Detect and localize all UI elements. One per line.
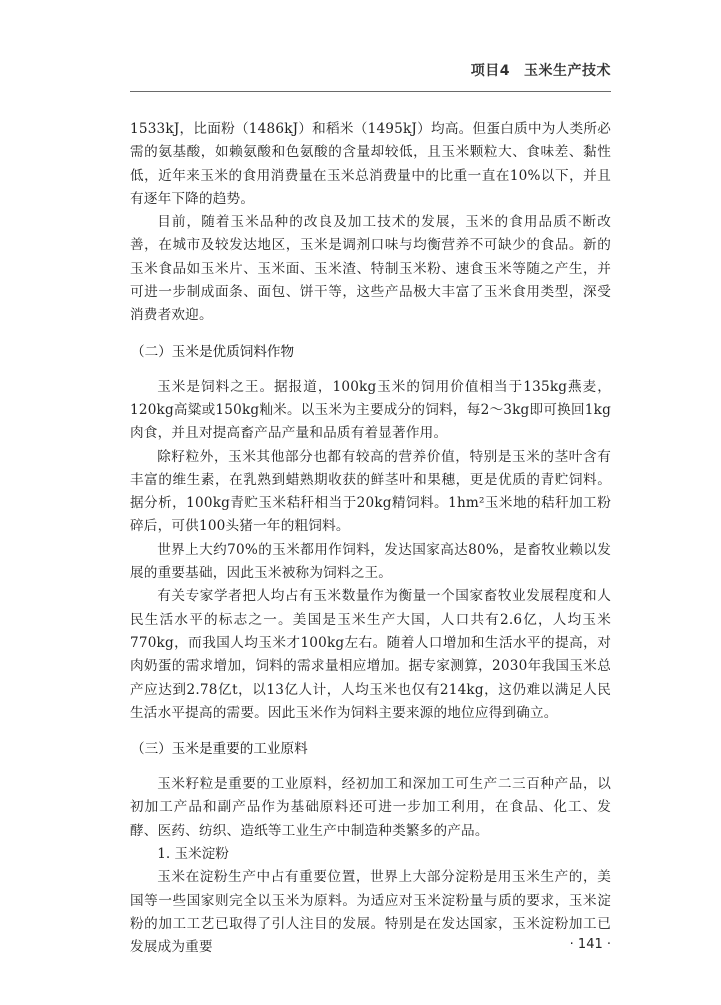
paragraph: 有关专家学者把人均占有玉米数量作为衡量一个国家畜牧业发展程度和人民生活水平的标志之一。美国是玉米生产大国，人口共有2.6亿，人均玉米770kg，而我国人均玉米才100kg左右。随着人口增加和生活水平的提高，对肉奶蛋的需求增加，饲料的需求量相应增加。据专家测算，2030年我国玉米总产应达到2.78亿t，以13亿人计，人均玉米也仅有214kg，这仍难以满足人民生活水平提高的需要。因此玉米作为饲料主要来源的地位应得到确立。 [130, 588, 611, 721]
body-text [130, 118, 611, 960]
section-heading-industry: （三）玉米是重要的工业原料 [131, 741, 308, 758]
section-heading-feed: （二）玉米是优质饲料作物 [131, 343, 295, 360]
paragraph: 玉米在淀粉生产中占有重要位置，世界上大部分淀粉是用玉米生产的，美国等一些国家则完全以玉米为原料。为适应对玉米淀粉量与质的要求，玉米淀粉的加工工艺已取得了引人注目的发展。特别是在发达国家，玉米淀粉加工已发展成为重要 [130, 869, 611, 956]
subheading-starch: 1. 玉米淀粉 [157, 846, 229, 863]
chapter-label: 项目4 [470, 63, 510, 79]
running-header [130, 60, 611, 84]
paragraph: 除籽粒外，玉米其他部分也都有较高的营养价值，特别是玉米的茎叶含有丰富的维生素，在乳熟到蜡熟期收获的鲜茎叶和果穗，更是优质的青贮饲料。据分析，100kg青贮玉米秸秆相当于20kg精饲料。1hm²玉米地的秸秆加工粉碎后，可供100头猪一年的粗饲料。 [130, 448, 611, 535]
page-number: · 141 · [569, 937, 611, 952]
header-rule [130, 91, 611, 92]
paragraph: 1533kJ，比面粉（1486kJ）和稻米（1495kJ）均高。但蛋白质中为人类所必需的氨基酸，如赖氨酸和色氨酸的含量却较低，且玉米颗粒大、食味差、黏性低，近年来玉米的食用消费量在玉米总消费量中的比重一直在10%以下，并且有逐年下降的趋势。 [130, 121, 611, 207]
paragraph: 玉米是饲料之王。据报道，100kg玉米的饲用价值相当于135kg燕麦，120kg高粱或150kg籼米。以玉米为主要成分的饲料，每2～3kg即可换回1kg肉食，并且对提高畜产品产量和品质有着显著作用。 [130, 378, 611, 442]
paragraph: 目前，随着玉米品种的改良及加工技术的发展，玉米的食用品质不断改善，在城市及较发达地区，玉米是调剂口味与均衡营养不可缺少的食品。新的玉米食品如玉米片、玉米面、玉米渣、特制玉米粉、速食玉米等随之产生，并可进一步制成面条、面包、饼干等，这些产品极大丰富了玉米食用类型，深受消费者欢迎。 [130, 214, 611, 324]
paragraph: 世界上大约70%的玉米都用作饲料，发达国家高达80%，是畜牧业赖以发展的重要基础，因此玉米被称为饲料之王。 [130, 541, 611, 582]
chapter-title: 玉米生产技术 [524, 63, 611, 79]
paragraph: 玉米籽粒是重要的工业原料，经初加工和深加工可生产二三百种产品，以初加工产品和副产品作为基础原料还可进一步加工利用，在食品、化工、发酵、医药、纺织、造纸等工业生产中制造种类繁多的产品。 [130, 776, 611, 839]
